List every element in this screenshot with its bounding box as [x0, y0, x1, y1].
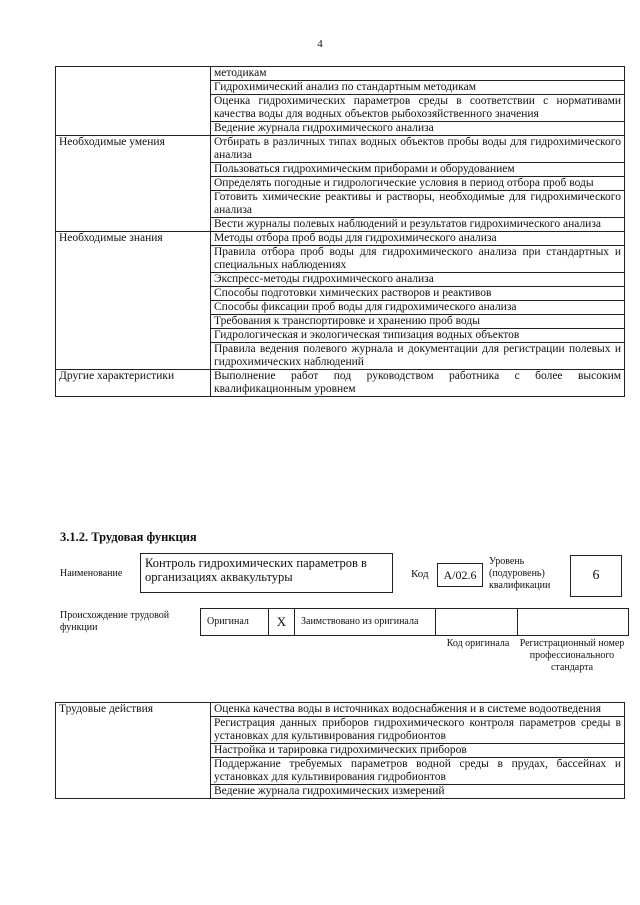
item-cell: Ведение журнала гидрохимических измерений [211, 785, 625, 799]
item-cell: Регистрация данных приборов гидрохимического контроля параметров среды в установках для культивирования гидробионтов [211, 717, 625, 744]
origin-borrowed: Заимствовано из оригинала [295, 609, 436, 635]
item-cell: Гидрохимический анализ по стандартным методикам [211, 81, 625, 95]
table-row [56, 136, 625, 163]
level-label: Уровень (подуровень) квалификации [489, 556, 551, 591]
category-cell: Другие характеристики [56, 370, 211, 397]
item-cell: Гидрологическая и экологическая типизация водных объектов [211, 329, 625, 343]
code-box: А/02.6 [437, 563, 483, 587]
item-cell: Вести журналы полевых наблюдений и результатов гидрохимического анализа [211, 218, 625, 232]
table-row [56, 232, 625, 246]
reg-number-caption: Регистрационный номер профессионального стандарта [519, 638, 625, 673]
item-cell: Способы подготовки химических растворов и реактивов [211, 287, 625, 301]
item-cell: Оценка гидрохимических параметров среды в соответствии с нормативами качества воды для водных объектов рыбохозяйственного значения [211, 95, 625, 122]
item-cell: Требования к транспортировке и хранению проб воды [211, 315, 625, 329]
origin-original: Оригинал [201, 609, 269, 635]
item-cell: Отбирать в различных типах водных объектов пробы воды для гидрохимического анализа [211, 136, 625, 163]
item-cell: Определять погодные и гидрологические условия в период отбора проб воды [211, 177, 625, 191]
code-label: Код [411, 568, 429, 580]
origin-row [200, 608, 629, 636]
category-cell: Трудовые действия [56, 703, 211, 799]
item-cell: Оценка качества воды в источниках водоснабжения и в системе водоотведения [211, 703, 625, 717]
category-cell [56, 67, 211, 136]
item-cell: Выполнение работ под руководством работника с более высоким квалификационным уровнем [211, 370, 625, 397]
origin-mark: X [269, 609, 295, 635]
section-heading: 3.1.2. Трудовая функция [60, 530, 197, 544]
item-cell: Экспресс-методы гидрохимического анализа [211, 273, 625, 287]
item-cell: Методы отбора проб воды для гидрохимического анализа [211, 232, 625, 246]
origin-label: Происхождение трудовой функции [60, 610, 170, 633]
item-cell: Настройка и тарировка гидрохимических приборов [211, 744, 625, 758]
function-name-box: Контроль гидрохимических параметров в организациях аквакультуры [140, 553, 393, 593]
item-cell: Поддержание требуемых параметров водной среды в прудах, бассейнах и установках для культивирования гидробионтов [211, 758, 625, 785]
code-original-caption: Код оригинала [446, 638, 510, 649]
table-row [56, 370, 625, 397]
item-cell: Готовить химические реактивы и растворы, необходимые для гидрохимического анализа [211, 191, 625, 218]
item-cell: Правила отбора проб воды для гидрохимического анализа при стандартных и специальных наблюдениях [211, 246, 625, 273]
item-cell: методикам [211, 67, 625, 81]
item-cell: Способы фиксации проб воды для гидрохимического анализа [211, 301, 625, 315]
origin-reg-cell [518, 609, 629, 635]
item-cell: Ведение журнала гидрохимического анализа [211, 122, 625, 136]
category-cell: Необходимые знания [56, 232, 211, 370]
item-cell: Правила ведения полевого журнала и документации для регистрации полевых и гидрохимических наблюдений [211, 343, 625, 370]
level-box: 6 [570, 555, 622, 597]
labor-actions-table [55, 702, 625, 799]
table-row [56, 703, 625, 717]
origin-code-cell [436, 609, 518, 635]
name-label: Наименование [60, 568, 123, 579]
table-row [56, 67, 625, 81]
competency-table [55, 66, 625, 397]
page-number: 4 [317, 38, 323, 50]
item-cell: Пользоваться гидрохимическим приборами и оборудованием [211, 163, 625, 177]
category-cell: Необходимые умения [56, 136, 211, 232]
